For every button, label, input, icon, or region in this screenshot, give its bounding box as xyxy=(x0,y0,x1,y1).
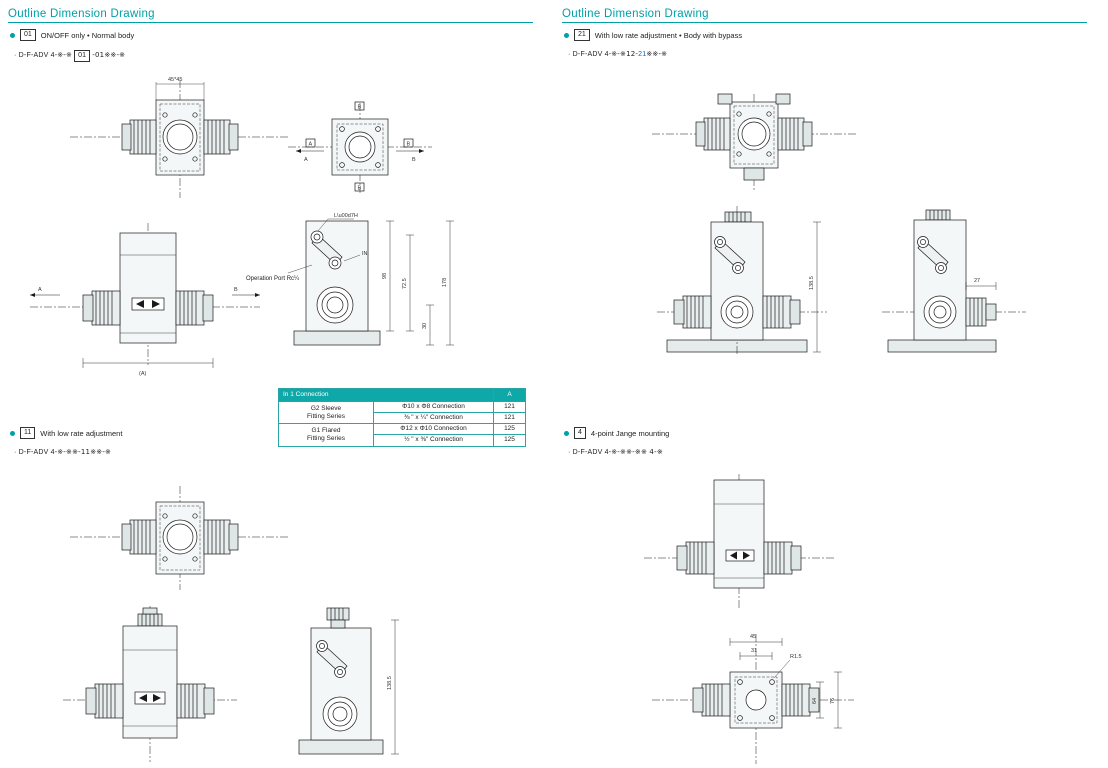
left-section-title: Outline Dimension Drawing xyxy=(8,8,533,23)
table-cell-desc: ⅜ " x ¼" Connection xyxy=(374,413,494,424)
bullet-dot-icon xyxy=(564,33,569,38)
svg-text:45: 45 xyxy=(750,634,757,640)
svg-text:45*45: 45*45 xyxy=(168,77,183,83)
table-cell-series-g1: G1 Flared Fitting Series xyxy=(279,424,374,446)
svg-text:178: 178 xyxy=(442,277,448,287)
left-drawing-mid-front xyxy=(20,215,270,385)
left-section-title-wrap xyxy=(8,8,533,23)
right-item-4-label: 4-point Jange mounting xyxy=(590,428,670,438)
svg-text:A: A xyxy=(38,287,42,293)
right-item-21-model-accent: 21 xyxy=(638,51,647,58)
svg-text:B: B xyxy=(357,185,362,192)
left-item-01-model-mid: ※-※ xyxy=(57,51,73,59)
right-item-21-label: With low rate adjustment • Body with bypass xyxy=(594,30,743,40)
left-item-11-model-prefix: · D-F-ADV 4- xyxy=(14,449,58,456)
svg-text:R1.5: R1.5 xyxy=(790,654,802,660)
operation-port-label: Operation Port Rc¼ xyxy=(246,276,300,282)
left-item-01-model xyxy=(14,50,125,62)
svg-text:B: B xyxy=(234,287,238,293)
left-item-01-label: ON/OFF only • Normal body xyxy=(40,30,135,40)
right-drawing-mid-right xyxy=(874,200,1054,360)
right-drawing-bottom-plan xyxy=(644,620,874,768)
table-header-a: A xyxy=(494,389,526,402)
right-item-21-model-suffix: ※※-※ xyxy=(646,50,668,58)
left-drawing-mid-side xyxy=(278,205,478,370)
right-item-4-model-prefix: · D-F-ADV 4- xyxy=(568,449,612,456)
left-item-01-model-box: 01 xyxy=(74,50,90,62)
svg-text:L\u00d7H: L\u00d7H xyxy=(334,213,358,219)
svg-text:64: 64 xyxy=(812,697,818,704)
bullet-dot-icon xyxy=(10,431,15,436)
right-item-21-badge: 21 xyxy=(574,29,590,41)
left-drawing-top-front xyxy=(60,70,300,205)
table-cell-desc: Φ10 x Φ8 Connection xyxy=(374,402,494,413)
right-item-4-badge: 4 xyxy=(574,427,586,439)
svg-text:138.5: 138.5 xyxy=(809,276,815,290)
right-drawing-bottom-elevation xyxy=(634,468,844,613)
svg-text:A: A xyxy=(304,157,308,163)
left-drawing-top-plan xyxy=(280,95,440,205)
svg-text:A: A xyxy=(308,141,313,148)
right-item-4-model xyxy=(568,448,663,456)
right-item-21-model-mid: ※-※12- xyxy=(611,50,639,58)
bullet-dot-icon xyxy=(564,431,569,436)
table-cell-a: 125 xyxy=(494,424,526,435)
right-drawing-mid-left xyxy=(649,200,849,360)
svg-text:98: 98 xyxy=(382,272,388,279)
right-item-21-bullet-row xyxy=(564,29,742,41)
left-item-01-bullet-row xyxy=(10,29,134,41)
left-item-11-bullet-row xyxy=(10,427,122,439)
right-item-21-model-prefix: · D-F-ADV 4- xyxy=(568,51,612,58)
table-header-connection: In 1 Connection xyxy=(279,389,494,402)
connection-table xyxy=(278,388,526,447)
right-section-title: Outline Dimension Drawing xyxy=(562,8,1087,23)
svg-text:B: B xyxy=(412,157,416,163)
left-item-01-model-suffix: -01※※-※ xyxy=(92,51,126,59)
table-cell-a: 125 xyxy=(494,435,526,446)
right-column xyxy=(554,0,1108,768)
left-item-11-model-mid: ※-※※-11※※-※ xyxy=(57,448,112,456)
left-item-11-badge: 11 xyxy=(20,427,35,439)
right-section-title-wrap xyxy=(562,8,1087,23)
right-drawing-top xyxy=(644,88,864,198)
left-item-01-badge: 01 xyxy=(20,29,36,41)
svg-text:27: 27 xyxy=(974,278,981,284)
svg-text:72.5: 72.5 xyxy=(402,278,408,289)
right-item-4-bullet-row xyxy=(564,427,669,439)
svg-text:138.5: 138.5 xyxy=(387,676,393,690)
table-cell-a: 121 xyxy=(494,402,526,413)
right-item-21-model xyxy=(568,50,667,58)
table-cell-desc: ½ " x ⅜" Connection xyxy=(374,435,494,446)
table-row xyxy=(279,402,526,413)
left-drawing-bottom-front xyxy=(60,480,300,595)
svg-text:IN.: IN. xyxy=(362,251,370,257)
bullet-dot-icon xyxy=(10,33,15,38)
svg-text:76: 76 xyxy=(830,697,836,704)
table-cell-desc: Φ12 x Φ10 Connection xyxy=(374,424,494,435)
left-item-11-label: With low rate adjustment xyxy=(40,428,123,438)
table-cell-a: 121 xyxy=(494,413,526,424)
table-row xyxy=(279,424,526,435)
svg-text:31: 31 xyxy=(751,648,758,654)
right-item-4-model-mid: ※-※※-※※ 4-※ xyxy=(611,448,663,456)
table-cell-series-g2: G2 Sleeve Fitting Series xyxy=(279,402,374,424)
left-item-01-model-prefix: · D-F-ADV 4- xyxy=(14,52,58,59)
left-drawing-bottom-elevation xyxy=(55,600,245,768)
left-item-11-model xyxy=(14,448,111,456)
svg-text:30: 30 xyxy=(422,322,428,329)
svg-text:(A): (A) xyxy=(139,371,147,377)
svg-text:B: B xyxy=(357,104,362,111)
left-drawing-bottom-side xyxy=(285,598,465,768)
svg-text:B: B xyxy=(406,141,411,148)
